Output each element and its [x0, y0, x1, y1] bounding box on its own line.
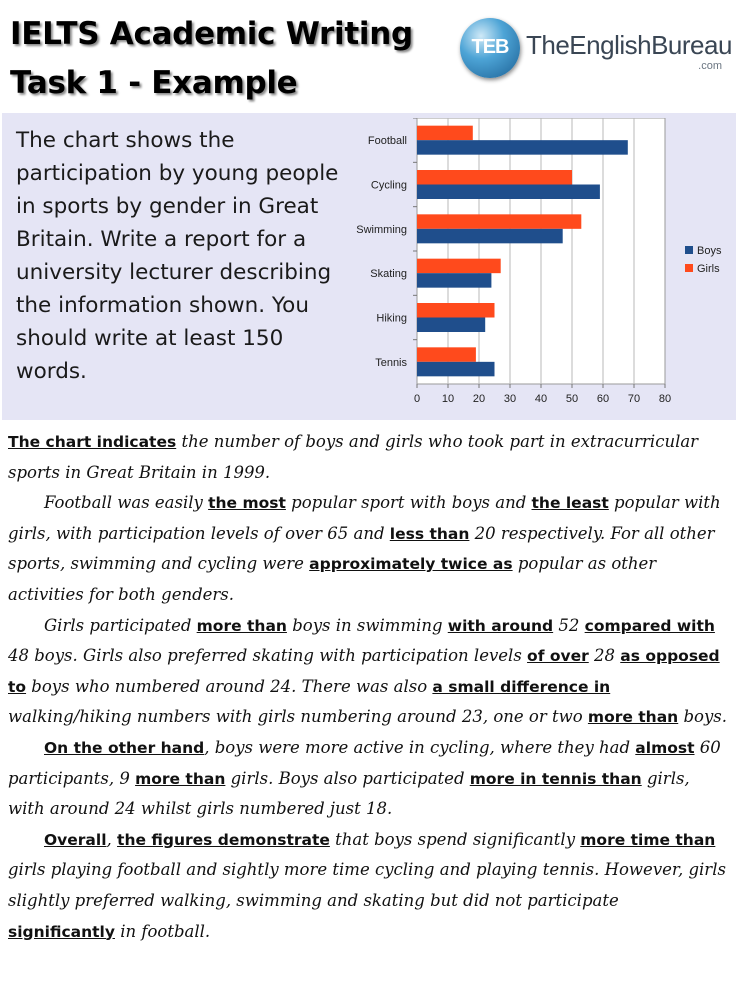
- highlighted-phrase: with around: [447, 616, 554, 635]
- essay-text: in football.: [114, 921, 211, 941]
- highlighted-phrase: of over: [527, 647, 589, 666]
- title-line-2: Task 1 - Example: [10, 65, 298, 101]
- essay-text: 48 boys. Girls also preferred skating with participation levels: [8, 646, 528, 666]
- essay-paragraph-football: [8, 488, 730, 610]
- essay-text: 20 respectively. For all other sports, swimming and cycling were: [8, 523, 715, 574]
- essay-text: 52: [553, 615, 585, 635]
- highlighted-phrase: almost: [635, 738, 695, 757]
- category-label: Skating: [370, 268, 407, 281]
- highlighted-phrase: less than: [389, 524, 470, 543]
- title-line-1: IELTS Academic Writing: [10, 16, 413, 52]
- logo-domain: .com: [698, 60, 722, 72]
- essay-text: , boys were more active in cycling, where they had: [204, 737, 636, 757]
- essay-text: popular as other activities for both genders.: [8, 554, 657, 604]
- bar-chart: [345, 118, 736, 418]
- highlighted-phrase: a small difference in: [432, 677, 611, 696]
- category-label: Swimming: [356, 223, 407, 236]
- highlighted-phrase: more time than: [580, 830, 716, 849]
- x-tick-label: 70: [627, 393, 641, 405]
- essay-text: 60 participants, 9: [8, 737, 721, 788]
- category-label: Cycling: [370, 179, 407, 192]
- category-label: Hiking: [376, 312, 407, 325]
- highlighted-phrase: more than: [587, 708, 679, 727]
- chart-container: [345, 118, 736, 418]
- highlighted-phrase: On the other hand: [44, 738, 205, 757]
- essay-text: girls playing football and sightly more time cycling and playing tennis. However, girls slightly preferred walking, swimming and skating but did not participate: [8, 860, 726, 910]
- bar-girls-tennis: [417, 347, 476, 362]
- bar-girls-cycling: [417, 170, 572, 185]
- x-tick-label: 60: [596, 393, 610, 405]
- highlighted-phrase: The chart indicates: [8, 433, 177, 451]
- essay-text: Football was easily: [44, 493, 209, 513]
- model-essay: [8, 427, 730, 947]
- category-label: Tennis: [375, 356, 407, 369]
- bar-boys-swimming: [417, 229, 563, 244]
- highlighted-phrase: more than: [196, 616, 287, 635]
- bar-girls-football: [417, 126, 473, 141]
- essay-text: walking/hiking numbers with girls numbering around 23, one or two: [8, 707, 588, 727]
- essay-paragraph-girls: [8, 611, 730, 733]
- highlighted-phrase: approximately twice as: [309, 555, 513, 574]
- essay-text: the number of boys and girls who took part in extracurricular sports in Great Britain in 1999.: [8, 432, 699, 482]
- logo-name: TheEnglishBureau: [526, 30, 732, 60]
- bar-boys-skating: [417, 273, 491, 288]
- x-tick-label: 30: [503, 393, 517, 405]
- x-tick-label: 40: [534, 393, 548, 405]
- essay-paragraph-boys: [8, 733, 730, 825]
- essay-text: that boys spend significantly: [329, 829, 581, 849]
- essay-text: popular with girls, with participation levels of over 65 and: [8, 493, 721, 543]
- highlighted-phrase: more in tennis than: [469, 769, 642, 788]
- logo-globe-icon: [460, 18, 520, 78]
- essay-text: Girls participated: [44, 615, 197, 635]
- highlighted-phrase: the least: [531, 494, 609, 513]
- essay-text: 28: [588, 646, 621, 666]
- essay-text: boys in swimming: [286, 615, 448, 635]
- bar-girls-hiking: [417, 303, 495, 318]
- category-label: Football: [367, 135, 407, 148]
- x-tick-label: 80: [658, 393, 672, 405]
- highlighted-phrase: significantly: [8, 922, 115, 941]
- highlighted-phrase: as opposed to: [8, 647, 720, 696]
- highlighted-phrase: compared with: [584, 616, 715, 635]
- highlighted-phrase: more than: [135, 769, 226, 788]
- legend-swatch-boys: [685, 246, 693, 254]
- essay-text: girls. Boys also participated: [225, 768, 470, 788]
- essay-paragraph-intro: [8, 427, 730, 488]
- essay-text: boys who numbered around 24. There was also: [26, 676, 433, 696]
- essay-text: ,: [106, 829, 118, 849]
- brand-logo: [460, 16, 730, 82]
- legend-swatch-girls: [685, 264, 693, 272]
- x-tick-label: 50: [565, 393, 579, 405]
- bar-boys-hiking: [417, 318, 485, 333]
- legend-label-girls: Girls: [697, 263, 720, 275]
- x-tick-label: 10: [441, 393, 455, 405]
- essay-text: popular sport with boys and: [285, 493, 532, 513]
- page-title: [10, 10, 413, 108]
- task-prompt: The chart shows the participation by young people in sports by gender in Great Britain. Write a report for a university lecturer describing the information shown. You should write at least 150 words.: [16, 128, 339, 384]
- legend-label-boys: Boys: [697, 245, 722, 257]
- x-tick-label: 0: [413, 393, 421, 405]
- bar-girls-swimming: [417, 214, 581, 229]
- bar-boys-tennis: [417, 362, 495, 377]
- highlighted-phrase: Overall: [44, 830, 107, 849]
- highlighted-phrase: the most: [208, 494, 286, 513]
- x-tick-label: 20: [472, 393, 486, 405]
- essay-text: girls, with around 24 whilst girls numbered just 18.: [8, 768, 690, 819]
- essay-text: boys.: [678, 707, 727, 727]
- bar-boys-football: [417, 140, 628, 154]
- logo-badge-text: TEB: [471, 36, 509, 58]
- highlighted-phrase: the figures demonstrate: [117, 830, 330, 849]
- bar-girls-skating: [417, 259, 501, 274]
- bar-boys-cycling: [417, 185, 600, 200]
- essay-paragraph-overall: [8, 825, 730, 947]
